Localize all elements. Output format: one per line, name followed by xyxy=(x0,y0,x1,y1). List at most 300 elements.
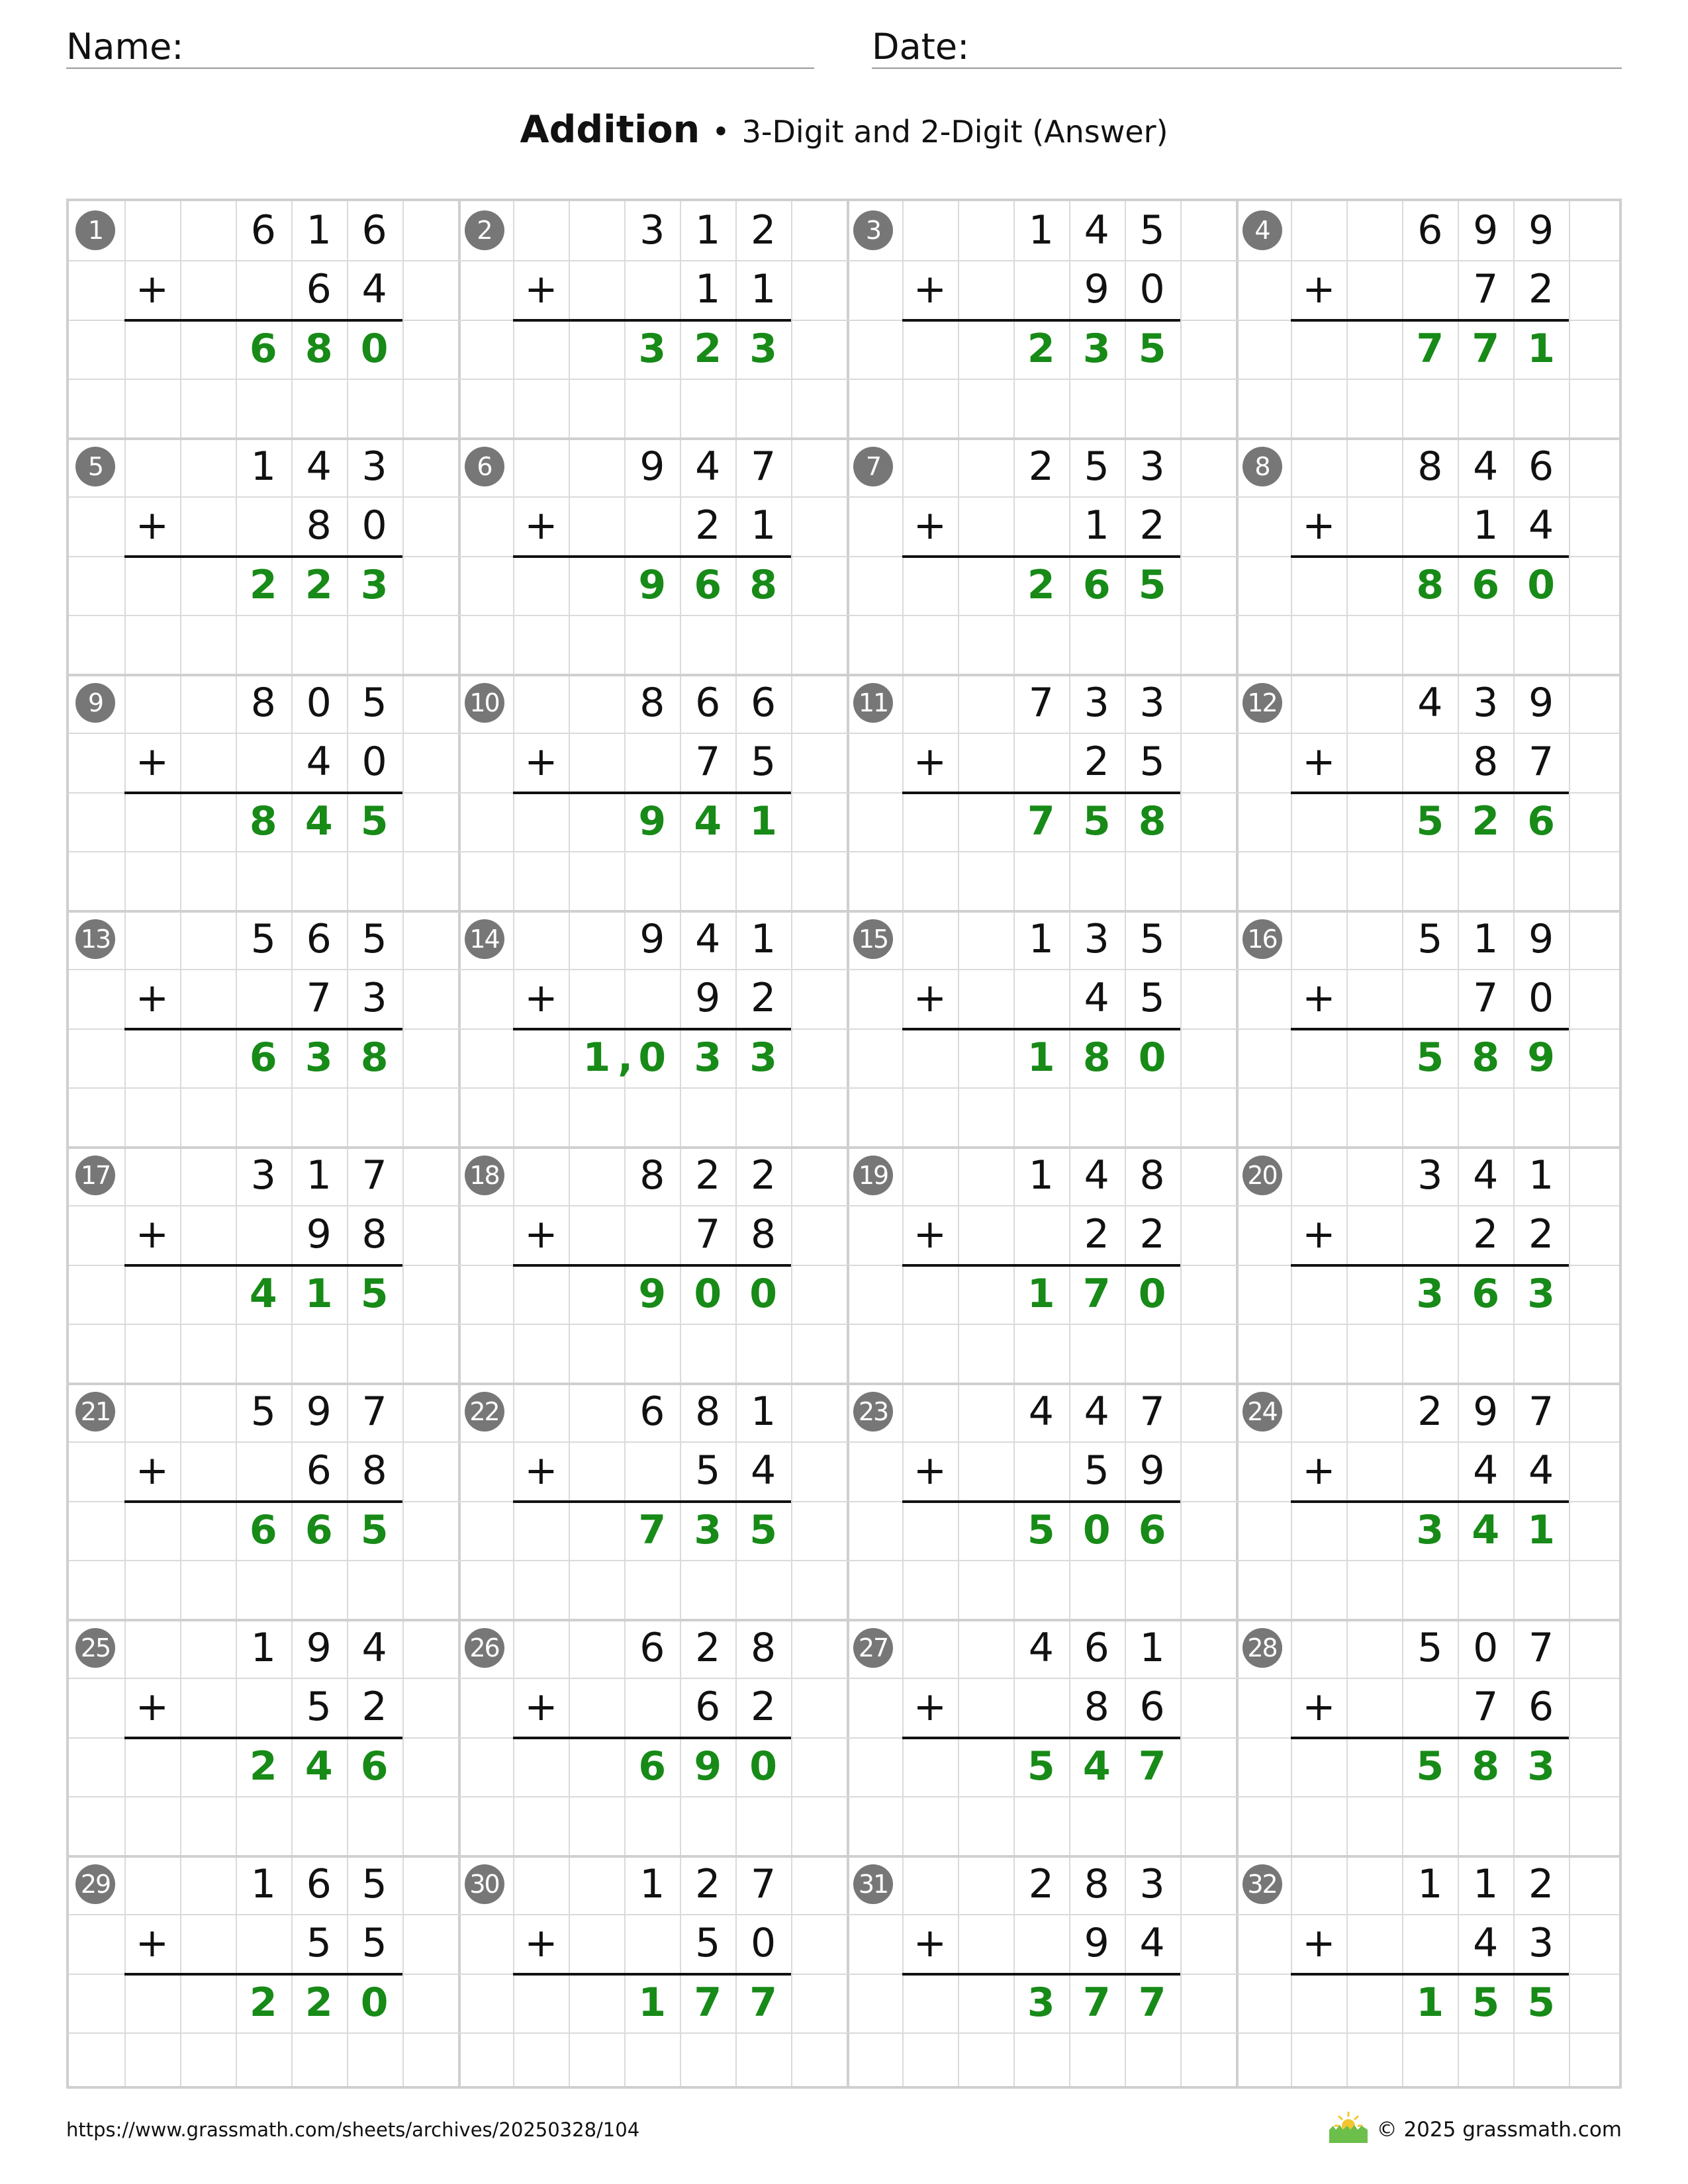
addend-digit: 2 xyxy=(751,207,776,253)
addend-digit: 3 xyxy=(1417,1152,1443,1199)
addend-digit: 1 xyxy=(250,1625,276,1671)
addend-digit: 4 xyxy=(1473,1447,1499,1494)
addend-digit: 7 xyxy=(361,1152,387,1199)
answer-digit: 8 xyxy=(1472,1743,1500,1790)
addend-digit: 2 xyxy=(1084,1211,1109,1258)
addend-digit: 2 xyxy=(1473,1211,1499,1258)
problem-22 xyxy=(458,1383,847,1619)
answer-digit: 3 xyxy=(1082,325,1111,372)
problem-number-badge: 10 xyxy=(465,683,504,723)
addend-digit: 0 xyxy=(751,1920,776,1967)
plus-sign: + xyxy=(1302,739,1336,786)
addend-digit: 6 xyxy=(361,207,387,253)
answer-digit: 6 xyxy=(638,1743,667,1790)
answer-digit: 6 xyxy=(694,561,722,608)
answer-digit: 5 xyxy=(1416,1743,1444,1790)
problem-number-badge: 8 xyxy=(1243,447,1282,486)
answer-digit: 3 xyxy=(694,1034,722,1081)
problem-number-badge: 12 xyxy=(1243,683,1282,723)
addend-digit: 4 xyxy=(1528,1447,1554,1494)
addend-digit: 3 xyxy=(361,975,387,1022)
plus-sign: + xyxy=(524,502,558,549)
addend-digit: 1 xyxy=(639,1861,665,1907)
answer-digit: 2 xyxy=(249,561,277,608)
addend-digit: 4 xyxy=(1139,1920,1165,1967)
problem-7 xyxy=(847,437,1236,674)
date-field[interactable] xyxy=(872,25,1622,69)
answer-digit: 8 xyxy=(360,1034,389,1081)
problem-number-badge: 13 xyxy=(75,919,115,959)
answer-digit: 8 xyxy=(1082,1034,1111,1081)
answer-digit: 5 xyxy=(1472,1979,1500,2026)
plus-sign: + xyxy=(913,975,947,1022)
plus-sign: + xyxy=(524,975,558,1022)
addend-digit: 9 xyxy=(1528,916,1554,962)
problem-24 xyxy=(1236,1383,1625,1619)
answer-digit: 9 xyxy=(1527,1034,1556,1081)
addend-digit: 0 xyxy=(361,739,387,786)
addend-digit: 9 xyxy=(1473,1388,1499,1435)
answer-digit: 5 xyxy=(1027,1743,1055,1790)
plus-sign: + xyxy=(913,1920,947,1967)
title-separator: • xyxy=(712,114,730,150)
problem-26 xyxy=(458,1619,847,1855)
answer-digit: 3 xyxy=(360,561,389,608)
addend-digit: 7 xyxy=(1528,739,1554,786)
addend-digit: 2 xyxy=(695,1152,721,1199)
problem-number-badge: 11 xyxy=(853,683,893,723)
addend-digit: 5 xyxy=(361,1920,387,1967)
answer-digit: 1 xyxy=(583,1034,611,1081)
addend-digit: 5 xyxy=(250,1388,276,1435)
plus-sign: + xyxy=(1302,1211,1336,1258)
answer-digit: 0 xyxy=(360,1979,389,2026)
addend-digit: 2 xyxy=(751,975,776,1022)
addend-digit: 4 xyxy=(306,443,332,490)
footer-copyright: © 2025 grassmath.com xyxy=(1376,2118,1622,2142)
addend-digit: 2 xyxy=(1528,1211,1554,1258)
answer-digit: 3 xyxy=(749,325,778,372)
problem-6 xyxy=(458,437,847,674)
answer-digit: 9 xyxy=(638,561,667,608)
addend-digit: 1 xyxy=(1028,1152,1054,1199)
title-main: Addition xyxy=(520,108,700,152)
answer-digit: 4 xyxy=(1082,1743,1111,1790)
problem-number-badge: 17 xyxy=(75,1156,115,1195)
problem-5 xyxy=(69,437,458,674)
addend-digit: 5 xyxy=(1139,739,1165,786)
addend-digit: 0 xyxy=(1528,975,1554,1022)
addend-digit: 9 xyxy=(306,1211,332,1258)
addend-digit: 5 xyxy=(361,680,387,726)
answer-digit: 2 xyxy=(249,1979,277,2026)
addend-digit: 5 xyxy=(306,1684,332,1731)
addend-digit: 6 xyxy=(1417,207,1443,253)
addend-digit: 3 xyxy=(361,443,387,490)
problem-21 xyxy=(69,1383,458,1619)
problem-number-badge: 27 xyxy=(853,1628,893,1668)
answer-digit: 6 xyxy=(1082,561,1111,608)
addend-digit: 1 xyxy=(1417,1861,1443,1907)
answer-digit: 3 xyxy=(1527,1270,1556,1317)
answer-digit: 7 xyxy=(1027,797,1055,844)
answer-digit: 8 xyxy=(305,325,333,372)
addend-digit: 9 xyxy=(306,1625,332,1671)
problem-number-badge: 14 xyxy=(465,919,504,959)
addend-digit: 6 xyxy=(639,1388,665,1435)
addend-digit: 5 xyxy=(1417,1625,1443,1671)
answer-digit: 6 xyxy=(249,1506,277,1553)
addend-digit: 6 xyxy=(1528,1684,1554,1731)
answer-digit: 1 xyxy=(749,797,778,844)
addend-digit: 6 xyxy=(1139,1684,1165,1731)
problem-number-badge: 18 xyxy=(465,1156,504,1195)
plus-sign: + xyxy=(1302,1920,1336,1967)
problem-30 xyxy=(458,1855,847,2091)
plus-sign: + xyxy=(524,1447,558,1494)
problem-number-badge: 4 xyxy=(1243,210,1282,250)
answer-digit: 0 xyxy=(1138,1034,1166,1081)
answer-digit: 7 xyxy=(1138,1743,1166,1790)
plus-sign: + xyxy=(135,739,169,786)
addend-digit: 2 xyxy=(1084,739,1109,786)
problem-17 xyxy=(69,1146,458,1383)
addend-digit: 3 xyxy=(1473,680,1499,726)
answer-digit: 7 xyxy=(1416,325,1444,372)
addend-digit: 3 xyxy=(1084,680,1109,726)
answer-digit: 0 xyxy=(638,1034,667,1081)
plus-sign: + xyxy=(1302,266,1336,313)
addend-digit: 2 xyxy=(1528,1861,1554,1907)
addend-digit: 6 xyxy=(639,1625,665,1671)
answer-digit: 1 xyxy=(638,1979,667,2026)
problem-number-badge: 22 xyxy=(465,1392,504,1432)
answer-digit: 5 xyxy=(360,1506,389,1553)
answer-digit: 9 xyxy=(638,797,667,844)
problem-19 xyxy=(847,1146,1236,1383)
addend-digit: 1 xyxy=(1528,1152,1554,1199)
answer-digit: 2 xyxy=(1472,797,1500,844)
addend-digit: 4 xyxy=(1473,443,1499,490)
date-label: Date: xyxy=(872,26,970,68)
plus-sign: + xyxy=(1302,975,1336,1022)
answer-digit: 1 xyxy=(1027,1034,1055,1081)
answer-digit: 6 xyxy=(1138,1506,1166,1553)
addend-digit: 7 xyxy=(361,1388,387,1435)
answer-digit: 4 xyxy=(1472,1506,1500,1553)
plus-sign: + xyxy=(135,1447,169,1494)
answer-digit: 9 xyxy=(694,1743,722,1790)
addend-digit: 3 xyxy=(1139,680,1165,726)
addend-digit: 4 xyxy=(361,266,387,313)
addend-digit: 8 xyxy=(1473,739,1499,786)
answer-digit: 3 xyxy=(1416,1506,1444,1553)
answer-digit: 3 xyxy=(1027,1979,1055,2026)
problem-29 xyxy=(69,1855,458,2091)
answer-digit: 1 xyxy=(305,1270,333,1317)
plus-sign: + xyxy=(135,975,169,1022)
addend-digit: 0 xyxy=(306,680,332,726)
plus-sign: + xyxy=(135,1211,169,1258)
answer-digit: 7 xyxy=(1082,1979,1111,2026)
problem-number-badge: 24 xyxy=(1243,1392,1282,1432)
plus-sign: + xyxy=(135,502,169,549)
answer-digit: 6 xyxy=(1472,1270,1500,1317)
problem-15 xyxy=(847,910,1236,1146)
answer-digit: 7 xyxy=(694,1979,722,2026)
plus-sign: + xyxy=(135,266,169,313)
answer-digit: 0 xyxy=(1527,561,1556,608)
problem-14 xyxy=(458,910,847,1146)
answer-digit: 0 xyxy=(749,1743,778,1790)
addend-digit: 9 xyxy=(306,1388,332,1435)
answer-digit: 6 xyxy=(249,325,277,372)
addend-digit: 0 xyxy=(1473,1625,1499,1671)
addend-digit: 3 xyxy=(639,207,665,253)
page-title xyxy=(0,106,1688,156)
addend-digit: 3 xyxy=(1528,1920,1554,1967)
name-underline xyxy=(66,68,814,69)
problem-number-badge: 2 xyxy=(465,210,504,250)
problem-number-badge: 25 xyxy=(75,1628,115,1668)
answer-comma: , xyxy=(618,1034,633,1081)
plus-sign: + xyxy=(524,266,558,313)
addend-digit: 8 xyxy=(639,680,665,726)
answer-digit: 7 xyxy=(638,1506,667,1553)
answer-digit: 4 xyxy=(249,1270,277,1317)
plus-sign: + xyxy=(913,1684,947,1731)
addend-digit: 4 xyxy=(1028,1625,1054,1671)
problem-10 xyxy=(458,674,847,910)
addend-digit: 1 xyxy=(695,266,721,313)
addend-digit: 2 xyxy=(1028,443,1054,490)
answer-digit: 3 xyxy=(1527,1743,1556,1790)
answer-digit: 2 xyxy=(305,1979,333,2026)
addend-digit: 1 xyxy=(751,916,776,962)
addend-digit: 5 xyxy=(1139,916,1165,962)
addend-digit: 8 xyxy=(1139,1152,1165,1199)
answer-digit: 2 xyxy=(1027,561,1055,608)
problem-25 xyxy=(69,1619,458,1855)
plus-sign: + xyxy=(913,1447,947,1494)
problem-12 xyxy=(1236,674,1625,910)
addend-digit: 5 xyxy=(1084,443,1109,490)
problem-8 xyxy=(1236,437,1625,674)
addend-digit: 1 xyxy=(1473,916,1499,962)
answer-digit: 3 xyxy=(749,1034,778,1081)
answer-digit: 4 xyxy=(305,1743,333,1790)
answer-digit: 6 xyxy=(249,1034,277,1081)
footer-url[interactable]: https://www.grassmath.com/sheets/archives/20250328/104 xyxy=(66,2118,640,2141)
addend-digit: 9 xyxy=(1528,680,1554,726)
answer-digit: 7 xyxy=(749,1979,778,2026)
addend-digit: 1 xyxy=(250,1861,276,1907)
addend-digit: 2 xyxy=(695,1625,721,1671)
addend-digit: 1 xyxy=(306,207,332,253)
answer-digit: 3 xyxy=(638,325,667,372)
addend-digit: 5 xyxy=(361,916,387,962)
problem-number-badge: 15 xyxy=(853,919,893,959)
addend-digit: 8 xyxy=(751,1625,776,1671)
problem-23 xyxy=(847,1383,1236,1619)
problem-31 xyxy=(847,1855,1236,2091)
plus-sign: + xyxy=(524,1920,558,1967)
problem-number-badge: 7 xyxy=(853,447,893,486)
addend-digit: 2 xyxy=(695,502,721,549)
plus-sign: + xyxy=(1302,1447,1336,1494)
addend-digit: 7 xyxy=(1528,1625,1554,1671)
problem-number-badge: 1 xyxy=(75,210,115,250)
answer-digit: 9 xyxy=(638,1270,667,1317)
addend-digit: 5 xyxy=(250,916,276,962)
problem-28 xyxy=(1236,1619,1625,1855)
addend-digit: 4 xyxy=(361,1625,387,1671)
addend-digit: 4 xyxy=(751,1447,776,1494)
plus-sign: + xyxy=(1302,1684,1336,1731)
answer-digit: 2 xyxy=(1027,325,1055,372)
plus-sign: + xyxy=(1302,502,1336,549)
addend-digit: 5 xyxy=(1139,207,1165,253)
addend-digit: 7 xyxy=(695,1211,721,1258)
problem-4 xyxy=(1236,201,1625,437)
answer-digit: 2 xyxy=(249,1743,277,1790)
answer-digit: 7 xyxy=(1472,325,1500,372)
addend-digit: 2 xyxy=(361,1684,387,1731)
addend-digit: 1 xyxy=(751,1388,776,1435)
addend-digit: 8 xyxy=(1084,1684,1109,1731)
problem-number-badge: 28 xyxy=(1243,1628,1282,1668)
addend-digit: 1 xyxy=(1028,207,1054,253)
addend-digit: 4 xyxy=(1473,1920,1499,1967)
addend-digit: 1 xyxy=(306,1152,332,1199)
addend-digit: 8 xyxy=(250,680,276,726)
answer-digit: 5 xyxy=(749,1506,778,1553)
answer-digit: 3 xyxy=(305,1034,333,1081)
addend-digit: 7 xyxy=(1473,975,1499,1022)
addend-digit: 1 xyxy=(250,443,276,490)
answer-digit: 0 xyxy=(1082,1506,1111,1553)
addend-digit: 4 xyxy=(1084,1388,1109,1435)
addend-digit: 8 xyxy=(695,1388,721,1435)
problem-number-badge: 20 xyxy=(1243,1156,1282,1195)
answer-digit: 5 xyxy=(1416,1034,1444,1081)
problem-number-badge: 23 xyxy=(853,1392,893,1432)
plus-sign: + xyxy=(913,502,947,549)
addend-digit: 4 xyxy=(1084,1152,1109,1199)
problem-number-badge: 21 xyxy=(75,1392,115,1432)
addend-digit: 2 xyxy=(695,1861,721,1907)
answer-digit: 5 xyxy=(360,1270,389,1317)
addend-digit: 3 xyxy=(1139,443,1165,490)
addend-digit: 5 xyxy=(1417,916,1443,962)
problem-number-badge: 32 xyxy=(1243,1864,1282,1904)
addend-digit: 1 xyxy=(1473,1861,1499,1907)
addend-digit: 1 xyxy=(1084,502,1109,549)
problem-number-badge: 6 xyxy=(465,447,504,486)
plus-sign: + xyxy=(524,1211,558,1258)
answer-digit: 0 xyxy=(1138,1270,1166,1317)
answer-digit: 8 xyxy=(749,561,778,608)
addend-digit: 9 xyxy=(695,975,721,1022)
addend-digit: 1 xyxy=(751,502,776,549)
addend-digit: 4 xyxy=(1528,502,1554,549)
problem-number-badge: 26 xyxy=(465,1628,504,1668)
addend-digit: 6 xyxy=(695,1684,721,1731)
name-field[interactable] xyxy=(66,25,814,69)
addend-digit: 2 xyxy=(1028,1861,1054,1907)
answer-digit: 2 xyxy=(694,325,722,372)
addend-digit: 8 xyxy=(361,1211,387,1258)
addend-digit: 6 xyxy=(695,680,721,726)
addend-digit: 7 xyxy=(1028,680,1054,726)
problem-32 xyxy=(1236,1855,1625,2091)
addend-digit: 1 xyxy=(695,207,721,253)
addend-digit: 9 xyxy=(1473,207,1499,253)
addend-digit: 1 xyxy=(1028,916,1054,962)
addend-digit: 9 xyxy=(1084,266,1109,313)
addend-digit: 8 xyxy=(306,502,332,549)
problem-2 xyxy=(458,201,847,437)
addend-digit: 4 xyxy=(1084,975,1109,1022)
answer-digit: 1 xyxy=(1416,1979,1444,2026)
addend-digit: 6 xyxy=(306,1861,332,1907)
answer-digit: 0 xyxy=(694,1270,722,1317)
addend-digit: 7 xyxy=(1473,266,1499,313)
answer-digit: 3 xyxy=(694,1506,722,1553)
plus-sign: + xyxy=(135,1920,169,1967)
problem-number-badge: 3 xyxy=(853,210,893,250)
addend-digit: 5 xyxy=(361,1861,387,1907)
plus-sign: + xyxy=(913,266,947,313)
problem-1 xyxy=(69,201,458,437)
addend-digit: 6 xyxy=(306,266,332,313)
addend-digit: 6 xyxy=(751,680,776,726)
addend-digit: 1 xyxy=(1139,1625,1165,1671)
answer-digit: 5 xyxy=(1138,561,1166,608)
answer-digit: 2 xyxy=(305,561,333,608)
addend-digit: 5 xyxy=(695,1920,721,1967)
addend-digit: 5 xyxy=(306,1920,332,1967)
addend-digit: 4 xyxy=(1473,1152,1499,1199)
addend-digit: 6 xyxy=(306,1447,332,1494)
answer-digit: 6 xyxy=(1472,561,1500,608)
addend-digit: 9 xyxy=(1084,1920,1109,1967)
addend-digit: 9 xyxy=(1528,207,1554,253)
answer-digit: 1 xyxy=(1527,325,1556,372)
plus-sign: + xyxy=(135,1684,169,1731)
problem-number-badge: 5 xyxy=(75,447,115,486)
plus-sign: + xyxy=(524,1684,558,1731)
answer-digit: 6 xyxy=(360,1743,389,1790)
addend-digit: 5 xyxy=(751,739,776,786)
answer-digit: 5 xyxy=(1416,797,1444,844)
answer-digit: 8 xyxy=(1416,561,1444,608)
problem-number-badge: 16 xyxy=(1243,919,1282,959)
addend-digit: 9 xyxy=(639,443,665,490)
date-underline xyxy=(872,68,1622,69)
addend-digit: 9 xyxy=(639,916,665,962)
addend-digit: 6 xyxy=(1528,443,1554,490)
answer-digit: 5 xyxy=(1138,325,1166,372)
answer-digit: 3 xyxy=(1416,1270,1444,1317)
addend-digit: 6 xyxy=(250,207,276,253)
addend-digit: 3 xyxy=(1139,1861,1165,1907)
problem-11 xyxy=(847,674,1236,910)
addend-digit: 4 xyxy=(1028,1388,1054,1435)
answer-digit: 5 xyxy=(1027,1506,1055,1553)
addend-digit: 8 xyxy=(361,1447,387,1494)
addend-digit: 2 xyxy=(1139,502,1165,549)
